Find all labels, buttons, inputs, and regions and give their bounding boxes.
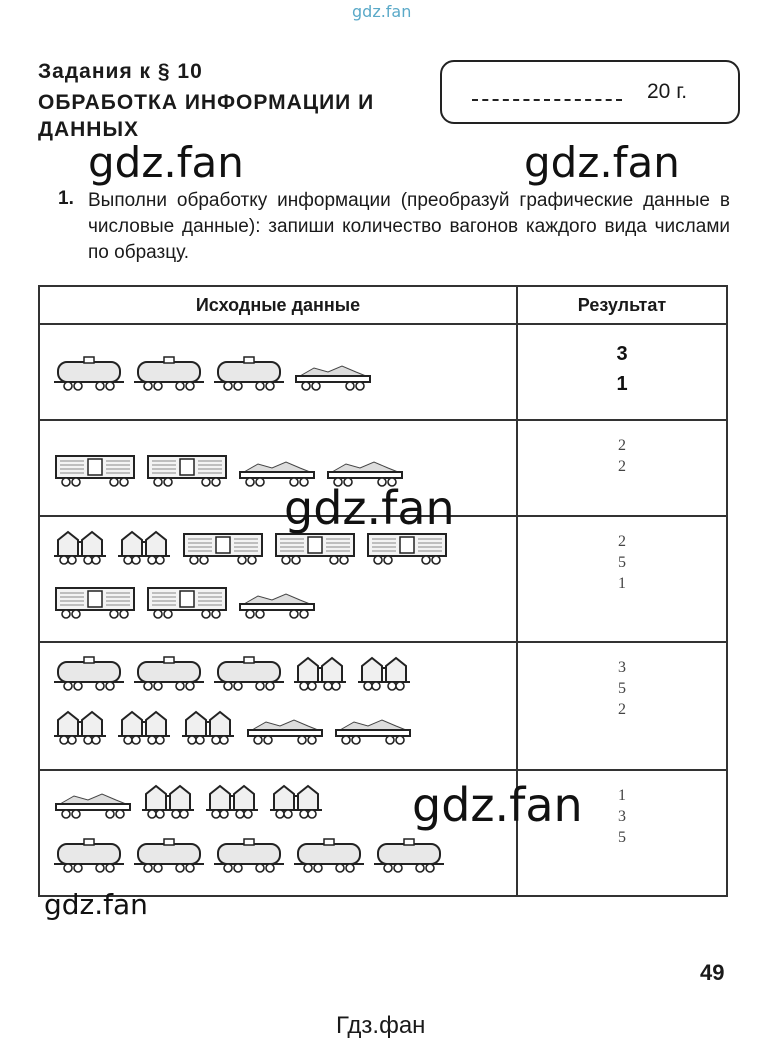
hopper-wagon-icon [358,658,410,690]
box-wagon-icon [56,588,134,618]
box-wagon-icon [148,456,226,486]
result-value: 1 [618,787,626,804]
watermark-top: gdz.fan [352,2,412,21]
hopper-wagon-icon [54,532,106,564]
result-cell [517,642,727,770]
result-value: 3 [618,808,626,825]
result-cell [517,420,727,516]
flat-wagon-icon [336,720,410,744]
date-blank-line [472,99,622,101]
tank-wagon-icon [134,839,204,872]
result-cell [517,516,727,642]
date-label: 20 г. [647,80,688,103]
hopper-wagon-icon [206,786,258,818]
box-wagon-icon [368,534,446,564]
tank-wagon-icon [134,657,204,690]
watermark: gdz.fan [524,138,680,187]
result-value: 1 [618,575,626,592]
wagons-illustration [40,326,512,418]
wagons-cell [39,642,517,770]
tank-wagon-icon [214,839,284,872]
tank-wagon-icon [294,839,364,872]
table-row [39,770,727,896]
tank-wagon-icon [214,357,284,390]
result-value: 5 [618,680,626,697]
tank-wagon-icon [54,357,124,390]
result-value: 5 [618,554,626,571]
tank-wagon-icon [54,657,124,690]
box-wagon-icon [56,456,134,486]
wagons-illustration [40,644,512,768]
tank-wagon-icon [134,357,204,390]
box-wagon-icon [148,588,226,618]
hopper-wagon-icon [182,712,234,744]
watermark: gdz.fan [44,888,148,921]
flat-wagon-icon [248,720,322,744]
tank-wagon-icon [374,839,444,872]
result-value: 3 [618,659,626,676]
box-wagon-icon [276,534,354,564]
result-value: 2 [618,458,626,475]
hopper-wagon-icon [294,658,346,690]
box-wagon-icon [184,534,262,564]
wagons-table [38,285,728,897]
table-row [39,642,727,770]
flat-wagon-icon [56,794,130,818]
page-number: 49 [700,960,725,985]
result-value: 5 [618,829,626,846]
result-cell [517,324,727,420]
column-header-result: Результат [517,286,727,324]
footer-text: Гдз.фан [336,1012,426,1039]
date-box [440,60,740,124]
hopper-wagon-icon [270,786,322,818]
section-subtitle: ОБРАБОТКА ИНФОРМАЦИИ И ДАННЫХ [38,91,375,141]
hopper-wagon-icon [118,532,170,564]
section-title: Задания к § 10 [38,60,203,83]
watermark: gdz.fan [284,481,455,535]
hopper-wagon-icon [54,712,106,744]
wagons-cell [39,324,517,420]
flat-wagon-icon [296,366,370,390]
task-text: Выполни обработку информации (преобразуй графические данные в числовые данные): запиши количество вагонов каждого вида числами по образцу. [88,190,730,263]
tank-wagon-icon [214,657,284,690]
task-number: 1. [58,188,74,209]
table-row [39,324,727,420]
tank-wagon-icon [54,839,124,872]
table-header-row [39,286,727,324]
result-value: 2 [618,701,626,718]
result-value: 3 [616,343,628,365]
hopper-wagon-icon [118,712,170,744]
column-header-source: Исходные данные [39,286,517,324]
flat-wagon-icon [240,594,314,618]
result-value: 2 [618,437,626,454]
result-value: 1 [616,373,628,395]
wagons-illustration [40,518,512,640]
hopper-wagon-icon [142,786,194,818]
result-value: 2 [618,533,626,550]
watermark: gdz.fan [88,138,244,187]
watermark: gdz.fan [412,778,583,832]
